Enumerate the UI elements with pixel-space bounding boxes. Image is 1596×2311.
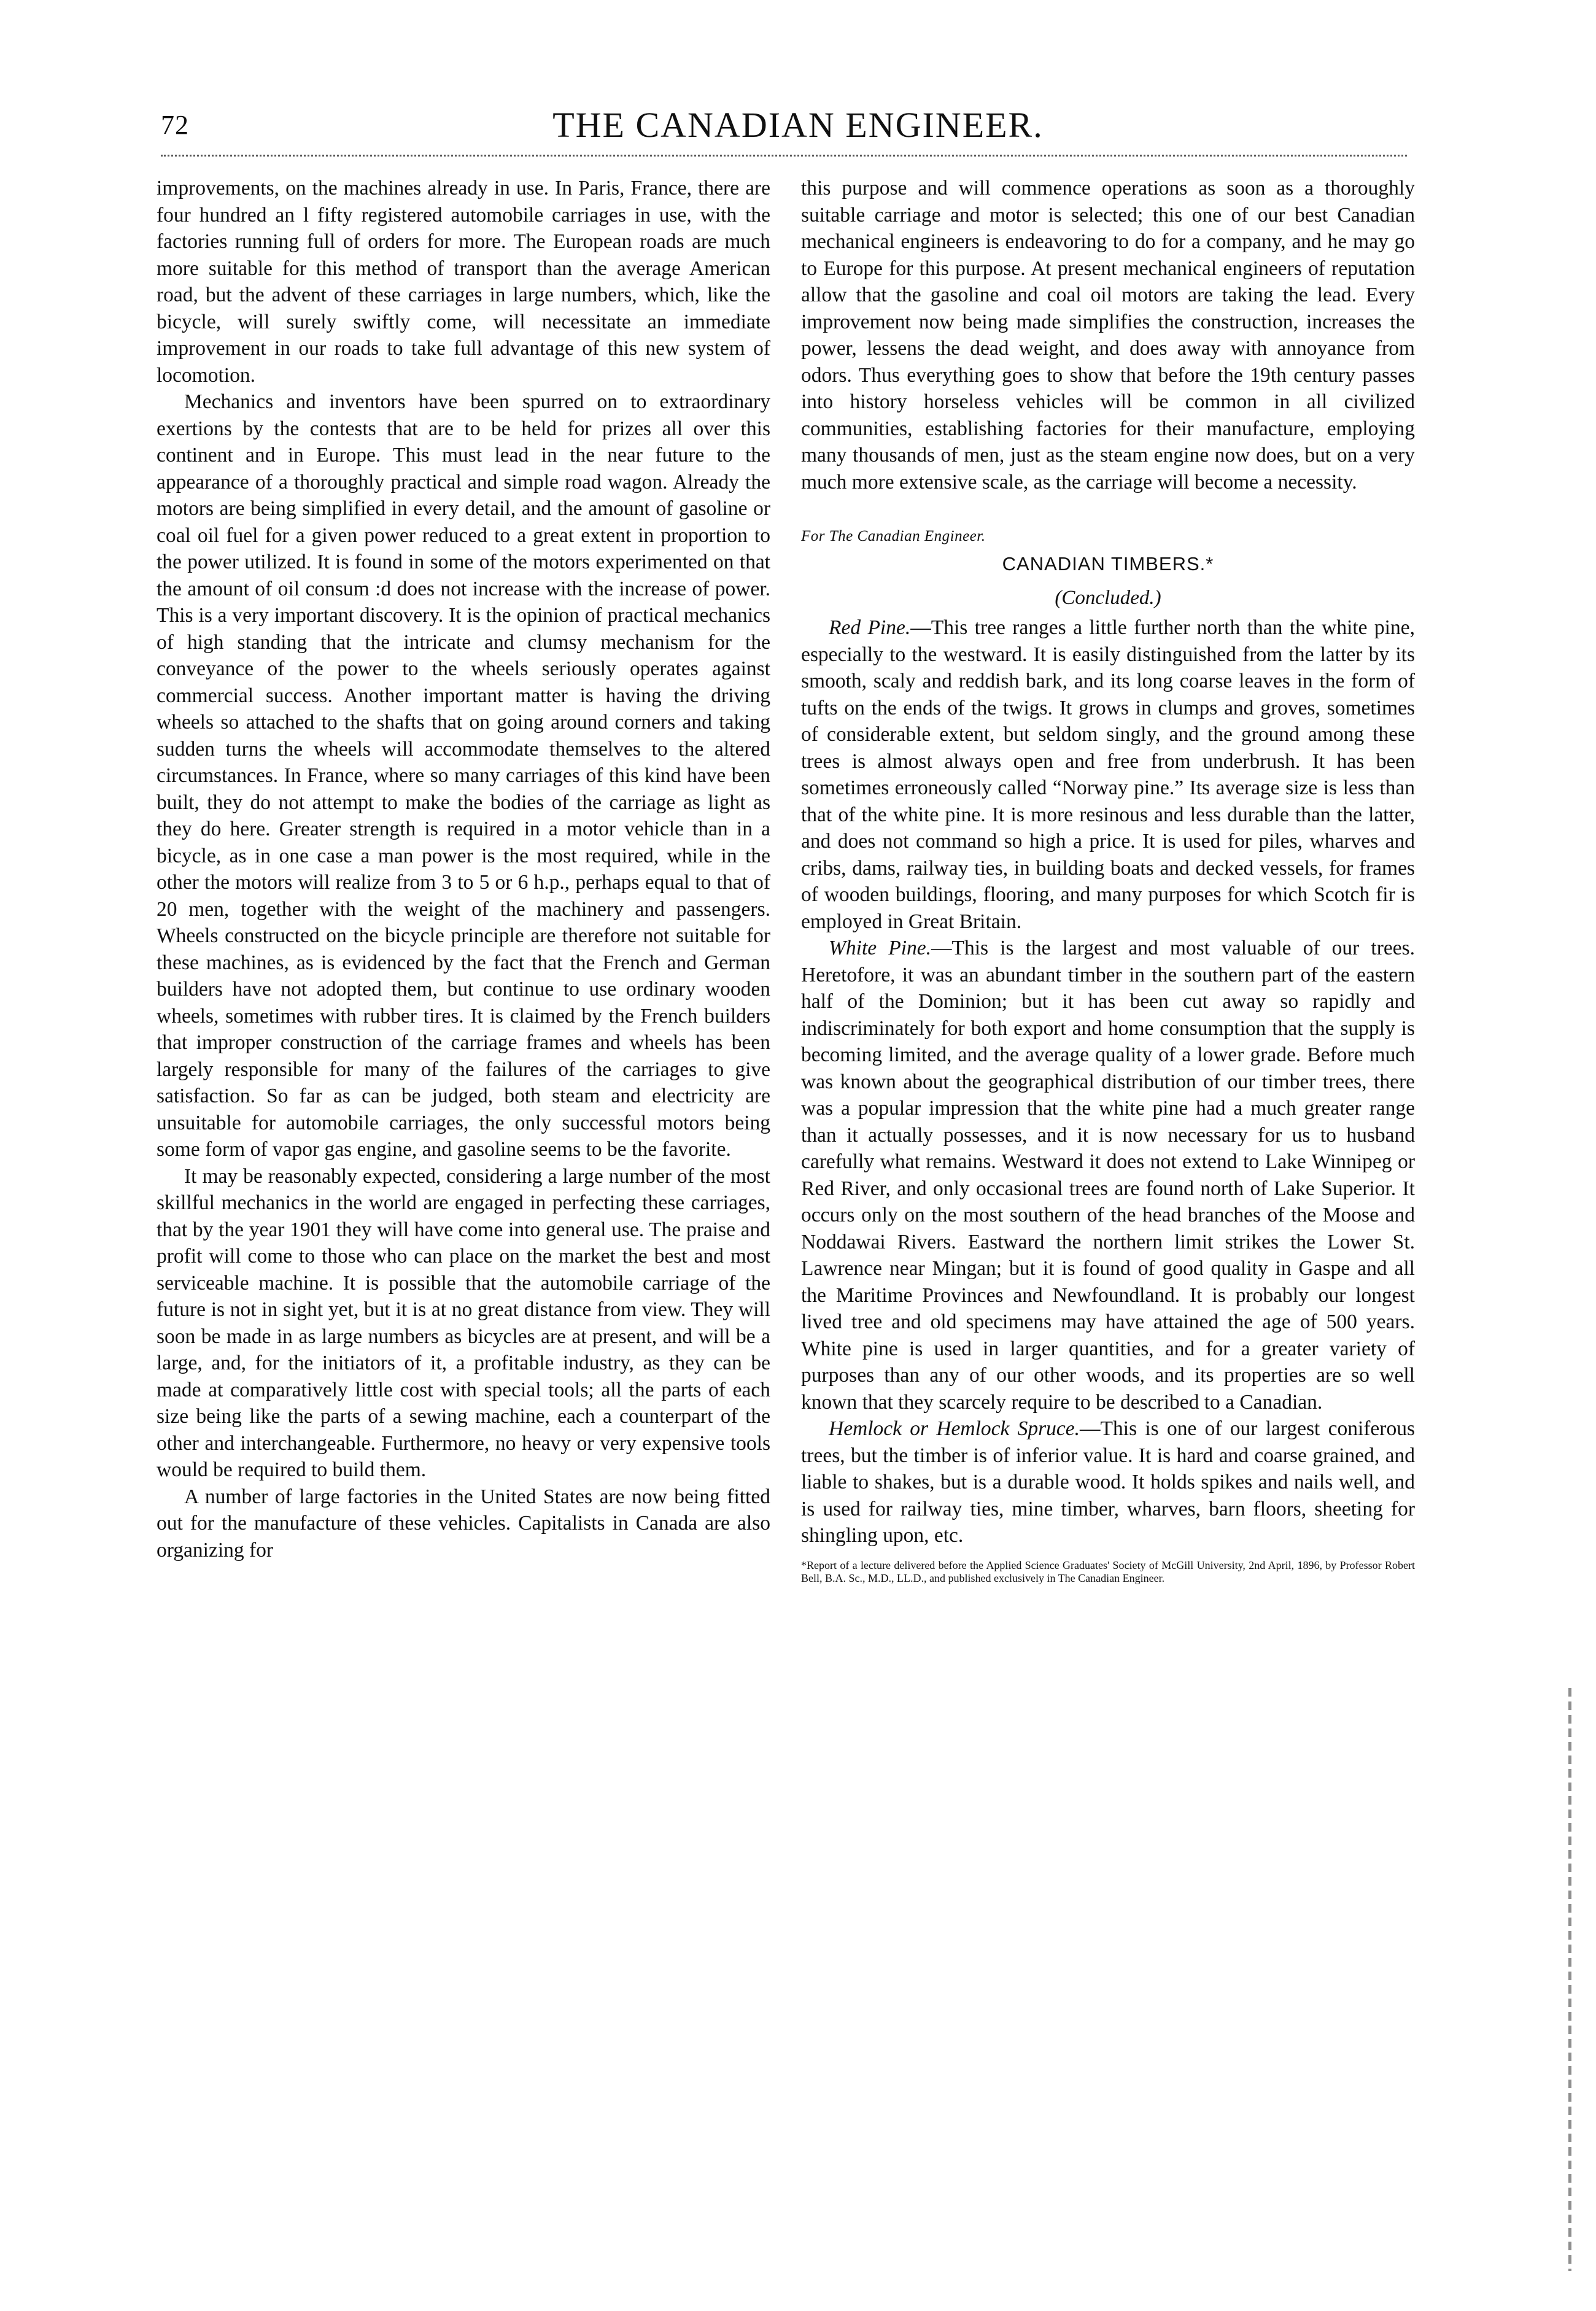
paragraph: Mechanics and inventors have been spurred on to extraordinary exertions by the contests that are to be held for prizes all over this continent and in Europe. This must lead in the near future to the appearance of a thoroughly practical and simple road wagon. Already the motors are being simplified in every detail, and the amount of gasoline or coal oil fuel for a given power reduced to a great extent in proportion to the power utilized. It is found in some of the motors experimented on that the amount of oil consum :d does not increase with the increase of power. This is a very important discovery. It is the opinion of practical mechanics of high standing that the intricate and clumsy mechanism for the conveyance of the power to the wheels seriously operates against commercial success. Another important matter is having the driving wheels so attached to the shafts that on going around corners and taking sudden turns the wheels will accommodate themselves to the altered circumstances. In France, where so many carriages of this kind have been built, they do not attempt to make the bodies of the carriage as light as they do here. Greater strength is required in a motor vehicle than in a bicycle, as in one case a man power is the most required, while in the other the motors will realize from 3 to 5 or 6 h.p., perhaps equal to that of 20 men, together with the weight of the machinery and passengers. Wheels constructed on the bicycle principle are therefore not suitable for these machines, as is evidenced by the fact that the French and German builders have not adopted them, but continue to use ordinary wooden wheels, sometimes with rubber tires. It is claimed by the French builders that improper construction of the carriage frames and wheels has been largely responsible for many of the failures of the carriages to give satisfaction. So far as can be judged, both steam and electricity are unsuitable for automobile carriages, the only successful motors being some form of vapor gas engine, and gasoline seems to be the favorite. — [157, 390, 770, 1161]
running-title: THE CANADIAN ENGINEER. — [552, 105, 1044, 145]
paragraph: improvements, on the machines already in use. In Paris, France, there are four hundred an l fifty registered automobile carriages in use, with the factories running full of orders for more. The European roads are much more suitable for this method of transport than the average American road, but the advent of these carriages in large numbers, which, like the bicycle, will surely swiftly come, will necessitate an immediate improvement in our roads to take full advantage of this new system of locomotion. — [157, 177, 770, 387]
footnote: *Report of a lecture delivered before the Applied Science Graduates' Society of McGill University, 2nd April, 1896, by Professor Robert Bell, B.A. Sc., M.D., LL.D., and published exclusively in The Canadian Engineer. — [801, 1558, 1415, 1584]
section-paragraph — [801, 935, 1415, 1415]
left-column — [157, 175, 770, 1563]
header-rule — [161, 155, 1407, 157]
section-text: —This tree ranges a little further north than the white pine, especially to the westward. It is easily distinguished from the latter by its smooth, scaly and reddish bark, and its long coarse leaves in the form of tufts on the ends of the twigs. It grows in clumps and groves, sometimes of considerable extent, but seldom singly, and the ground among these trees is almost always open and free from underbrush. It has been sometimes erroneously called “Norway pine.” Its average size is less than that of the white pine. It is more resinous and less durable than the latter, and does not command so high a price. It is used for piles, wharves and cribs, dams, railway ties, in building boats and decked vessels, for frames of wooden buildings, flooring, and many purposes for which Scotch fir is employed in Great Britain. — [801, 616, 1415, 933]
section-paragraph — [801, 1415, 1415, 1549]
page-number: 72 — [161, 110, 189, 140]
article-byline: For The Canadian Engineer. — [801, 528, 986, 544]
section-lead: Red Pine. — [829, 616, 911, 639]
right-column — [801, 175, 1415, 1585]
article-title: CANADIAN TIMBERS.* — [1002, 553, 1214, 575]
paragraph: A number of large factories in the United States are now being fitted out for the manufacture of these vehicles. Capitalists in Canada are also organizing for — [157, 1485, 770, 1562]
section-paragraph — [801, 614, 1415, 935]
binding-edge-mark — [1568, 1688, 1571, 2271]
section-lead: White Pine. — [829, 937, 931, 959]
section-text: —This is one of our largest coniferous trees, but the timber is of inferior value. It is hard and coarse grained, and liable to shakes, but is a durable wood. It holds spikes and nails well, and is used for railway ties, mine timber, wharves, barn floors, sheeting for shingling upon, etc. — [801, 1417, 1415, 1547]
article-subtitle: (Concluded.) — [1055, 587, 1161, 609]
paragraph: this purpose and will commence operations as soon as a thoroughly suitable carriage and motor is selected; this one of our best Canadian mechanical engineers is endeavoring to do for a company, and he may go to Europe for this purpose. At present mechanical engineers of reputation allow that the gasoline and coal oil motors are taking the lead. Every improvement now being made simplifies the construction, increases the power, lessens the dead weight, and does away with annoyance from odors. Thus everything goes to show that before the 19th century passes into history horseless vehicles will be common in all civilized communities, establishing factories for their manufacture, employing many thousands of men, just as the steam engine now does, but on a very much more extensive scale, as the carriage will become a necessity. — [801, 177, 1415, 494]
section-lead: Hemlock or Hemlock Spruce. — [829, 1417, 1080, 1440]
paragraph: It may be reasonably expected, considering a large number of the most skillful mechanics in the world are engaged in perfecting these carriages, that by the year 1901 they will have come into general use. The praise and profit will come to those who can place on the market the best and most serviceable machine. It is possible that the automobile carriage of the future is not in sight yet, but it is at no great distance from view. They will soon be made in as large numbers as bicycles are at present, and will be a large, and, for the initiators of it, a profitable industry, as they can be made at comparatively little cost with special tools; all the parts of each size being like the parts of a sewing machine, each a counterpart of the other and interchangeable. Furthermore, no heavy or very expensive tools would be required to build them. — [157, 1164, 770, 1481]
section-text: —This is the largest and most valuable of our trees. Heretofore, it was an abundant timber in the southern part of the eastern half of the Dominion; but it has been cut away so rapidly and indiscriminately for both export and home consumption that the supply is becoming limited, and the average quality of a lower grade. Before much was known about the geographical distribution of our timber trees, there was a popular impression that the white pine had a much greater range than it actually possesses, and it is now necessary for us to husband carefully what remains. Westward it does not extend to Lake Winnipeg or Red River, and only occasional trees are found north of Lake Superior. It occurs only on the most southern of the head branches of the Moose and Noddawai Rivers. Eastward the northern limit strikes the Lower St. Lawrence near Mingan; but it is found of good quality in Gaspe and all the Maritime Provinces and Newfoundland. It is probably our longest lived tree and old specimens may have attained the age of 500 years. White pine is used in larger quantities, and for a greater variety of purposes than any of our other woods, and its properties are so well known that they scarcely require to be described to a Canadian. — [801, 937, 1415, 1414]
